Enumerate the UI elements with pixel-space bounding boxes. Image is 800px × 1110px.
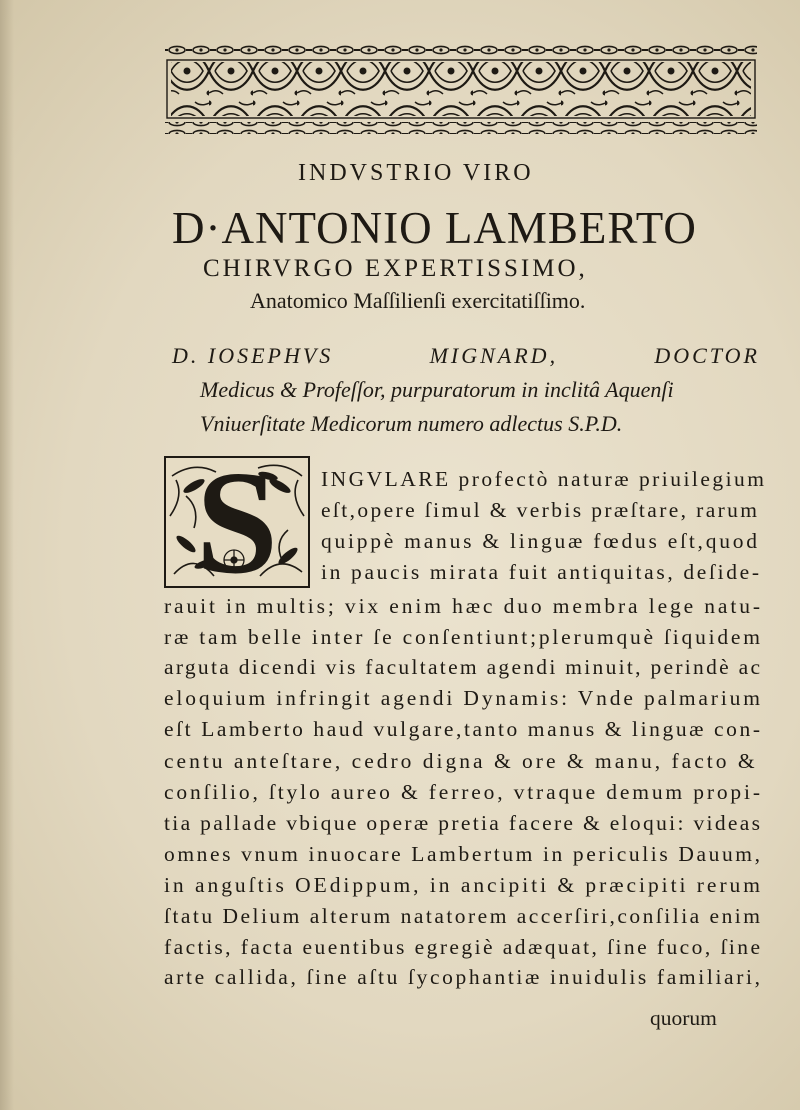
author-line-1 <box>172 343 760 369</box>
author-line-2: Medicus & Profeſſor, purpuratorum in inclitâ Aquenſi <box>200 377 674 402</box>
body-line: arte callida, ſine aſtu ſycophantiæ inuidulis familiari, <box>164 965 763 989</box>
author-word: MIGNARD, <box>429 343 559 368</box>
catchword: quorum <box>650 1006 717 1030</box>
body-line: omnes vnum inuocare Lambertum in periculis Dauum, <box>164 842 763 866</box>
author-word: D. IOSEPHVS <box>172 343 334 368</box>
author-line-3: Vniuerſitate Medicorum numero adlectus S.P.D. <box>200 411 623 436</box>
body-line: rauit in multis; vix enim hæc duo membra lege natu- <box>164 594 763 618</box>
body-line: quippè manus & linguæ fœdus eſt,quod <box>321 529 760 553</box>
body-line: conſilio, ſtylo aureo & ferreo, vtraque demum propi- <box>164 780 763 804</box>
body-line: in paucis mirata fuit antiquitas, deſide- <box>321 560 762 584</box>
body-line: eſt Lamberto haud vulgare,tanto manus & linguæ con- <box>164 717 763 741</box>
recipient-name: D·ANTONIO LAMBERTO <box>172 203 697 253</box>
body-line: ræ tam belle inter ſe conſentiunt;plerumquè ſiquidem <box>164 625 763 649</box>
dedication-line: INDVSTRIO VIRO <box>298 160 534 186</box>
body-line: centu anteſtare, cedro digna & ore & manu, facto & <box>164 749 758 773</box>
initial-letter-glyph: S <box>195 456 279 588</box>
body-line: INGVLARE profectò naturæ priuilegium <box>321 467 767 491</box>
body-line: eloquium infringit agendi Dynamis: Vnde palmarium <box>164 686 763 710</box>
body-line: ſtatu Delium alterum natatorem accerſiri,conſilia enim <box>164 904 763 928</box>
decorated-initial-letter <box>164 456 310 588</box>
decorative-headpiece-ornament <box>165 44 757 134</box>
author-word: DOCTOR <box>654 343 760 368</box>
body-line: arguta dicendi vis facultatem agendi minuit, perindè ac <box>164 655 763 679</box>
recipient-description: Anatomico Maſſilienſi exercitatiſſimo. <box>250 288 586 313</box>
body-line: in anguſtis OEdippum, in ancipiti & præcipiti rerum <box>164 873 763 897</box>
recipient-profession: CHIRVRGO EXPERTISSIMO, <box>203 255 588 282</box>
body-line: factis, facta euentibus egregiè adæquat, ſine fuco, ſine <box>164 935 763 959</box>
body-line: tia pallade vbique operæ pretia facere & eloqui: videas <box>164 811 763 835</box>
body-line: eſt,opere ſimul & verbis præſtare, rarum <box>321 498 760 522</box>
